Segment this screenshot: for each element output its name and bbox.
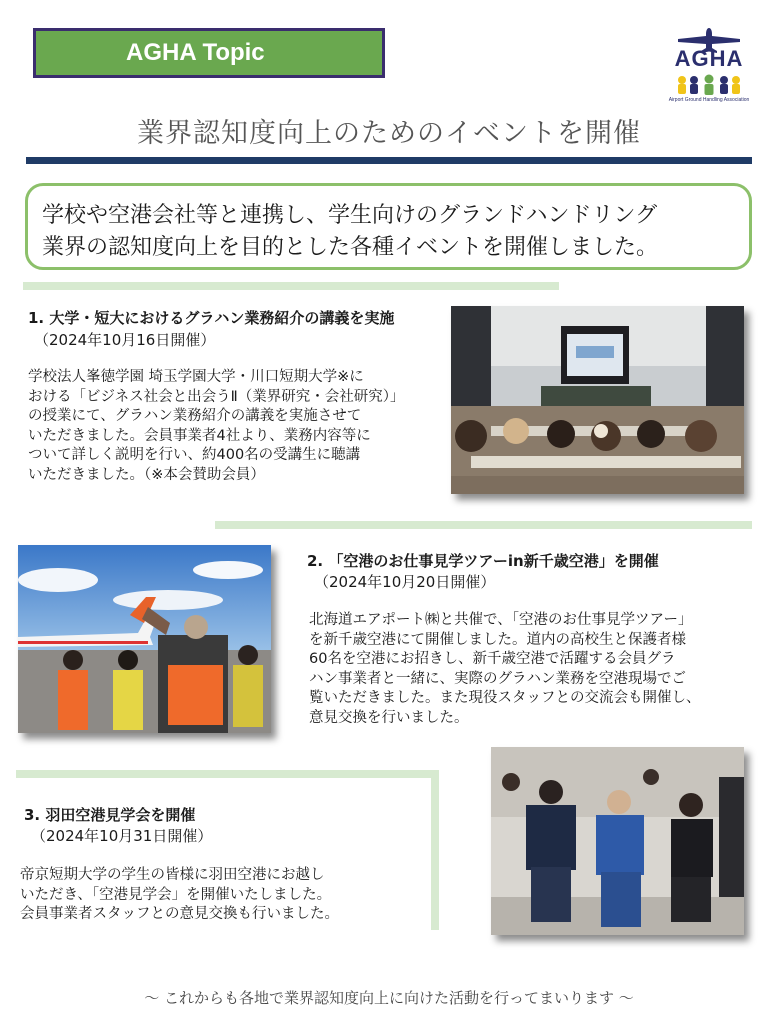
section-1-date: （2024年10月16日開催） bbox=[34, 331, 216, 349]
lead-box bbox=[25, 183, 752, 270]
section-3-body-line: いただき、「空港見学会」を開催いたしました。 bbox=[20, 886, 332, 903]
section-2-body-line: 60名を空港にお招きし、新千歳空港で活躍する会員グラ bbox=[309, 651, 676, 667]
section-2-body-line: 覧いただきました。また現役スタッフとの交流会も開催し、 bbox=[309, 690, 701, 706]
lecture-photo bbox=[451, 306, 744, 494]
section-1-body-line: の授業にて、グラハン業務紹介の講義を実施させて bbox=[28, 408, 362, 424]
logo-subtitle: Airport Ground Handling Association bbox=[668, 97, 750, 103]
logo-text: AGHA bbox=[674, 46, 744, 71]
section-1-body-line: おける「ビジネス社会と出会うⅡ（業界研究・会社研究）」 bbox=[28, 388, 405, 405]
section-3-heading: 3. 羽田空港見学会を開催 bbox=[24, 806, 196, 824]
section-1-body-line: いただきました。会員事業者4社より、業務内容等に bbox=[28, 427, 371, 444]
lead-line-1: 学校や空港会社等と連携し、学生向けのグランドハンドリング bbox=[42, 203, 658, 228]
topic-tag bbox=[33, 28, 385, 78]
section-1-body-line: いただきました。（※本会賛助会員） bbox=[28, 466, 265, 483]
section-2-body-line: 意見交換を行いました。 bbox=[309, 709, 469, 726]
airport-tour-photo bbox=[18, 545, 271, 733]
section-3-bar-vertical bbox=[431, 770, 439, 930]
section-1-bar bbox=[23, 282, 559, 290]
section-3-date: （2024年10月31日開催） bbox=[31, 827, 213, 845]
haneda-visit-photo bbox=[491, 747, 744, 935]
section-1-body bbox=[28, 368, 404, 485]
title-divider bbox=[26, 157, 752, 164]
section-2-body-line: を新千歳空港にて開催しました。道内の高校生と保護者様 bbox=[309, 631, 686, 648]
section-3-body-line: 会員事業者スタッフとの意見交換も行いました。 bbox=[20, 906, 339, 922]
topic-tag-label: AGHA Topic bbox=[126, 39, 265, 66]
section-3-body bbox=[20, 866, 339, 925]
section-1-body-line: ついて詳しく説明を行い、約400名の受講生に聴講 bbox=[28, 447, 361, 463]
lead-line-2: 業界の認知度向上を目的とした各種イベントを開催しました。 bbox=[42, 235, 659, 260]
section-2-bar bbox=[215, 521, 752, 529]
section-3-bar bbox=[16, 770, 439, 778]
footer-text: ～ これからも各地で業界認知度向上に向けた活動を行ってまいります ～ bbox=[144, 989, 634, 1007]
section-2-body-line: ハン事業者と一緒に、実際のグラハン業務を空港現場でご bbox=[309, 670, 686, 687]
page-title: 業界認知度向上のためのイベントを開催 bbox=[137, 118, 641, 149]
section-2-date: （2024年10月20日開催） bbox=[314, 573, 496, 591]
section-1-heading: 1. 大学・短大におけるグラハン業務紹介の講義を実施 bbox=[28, 309, 395, 327]
section-3-body-line: 帝京短期大学の学生の皆様に羽田空港にお越し bbox=[20, 867, 325, 883]
section-2-body bbox=[309, 611, 701, 728]
section-1-body-line: 学校法人峯徳学園 埼玉学園大学・川口短期大学※に bbox=[28, 369, 364, 385]
section-2-heading: 2. 「空港のお仕事見学ツアーin新千歳空港」を開催 bbox=[307, 552, 659, 570]
section-2-body-line: 北海道エアポート㈱と共催で、「空港のお仕事見学ツアー」 bbox=[309, 612, 693, 628]
